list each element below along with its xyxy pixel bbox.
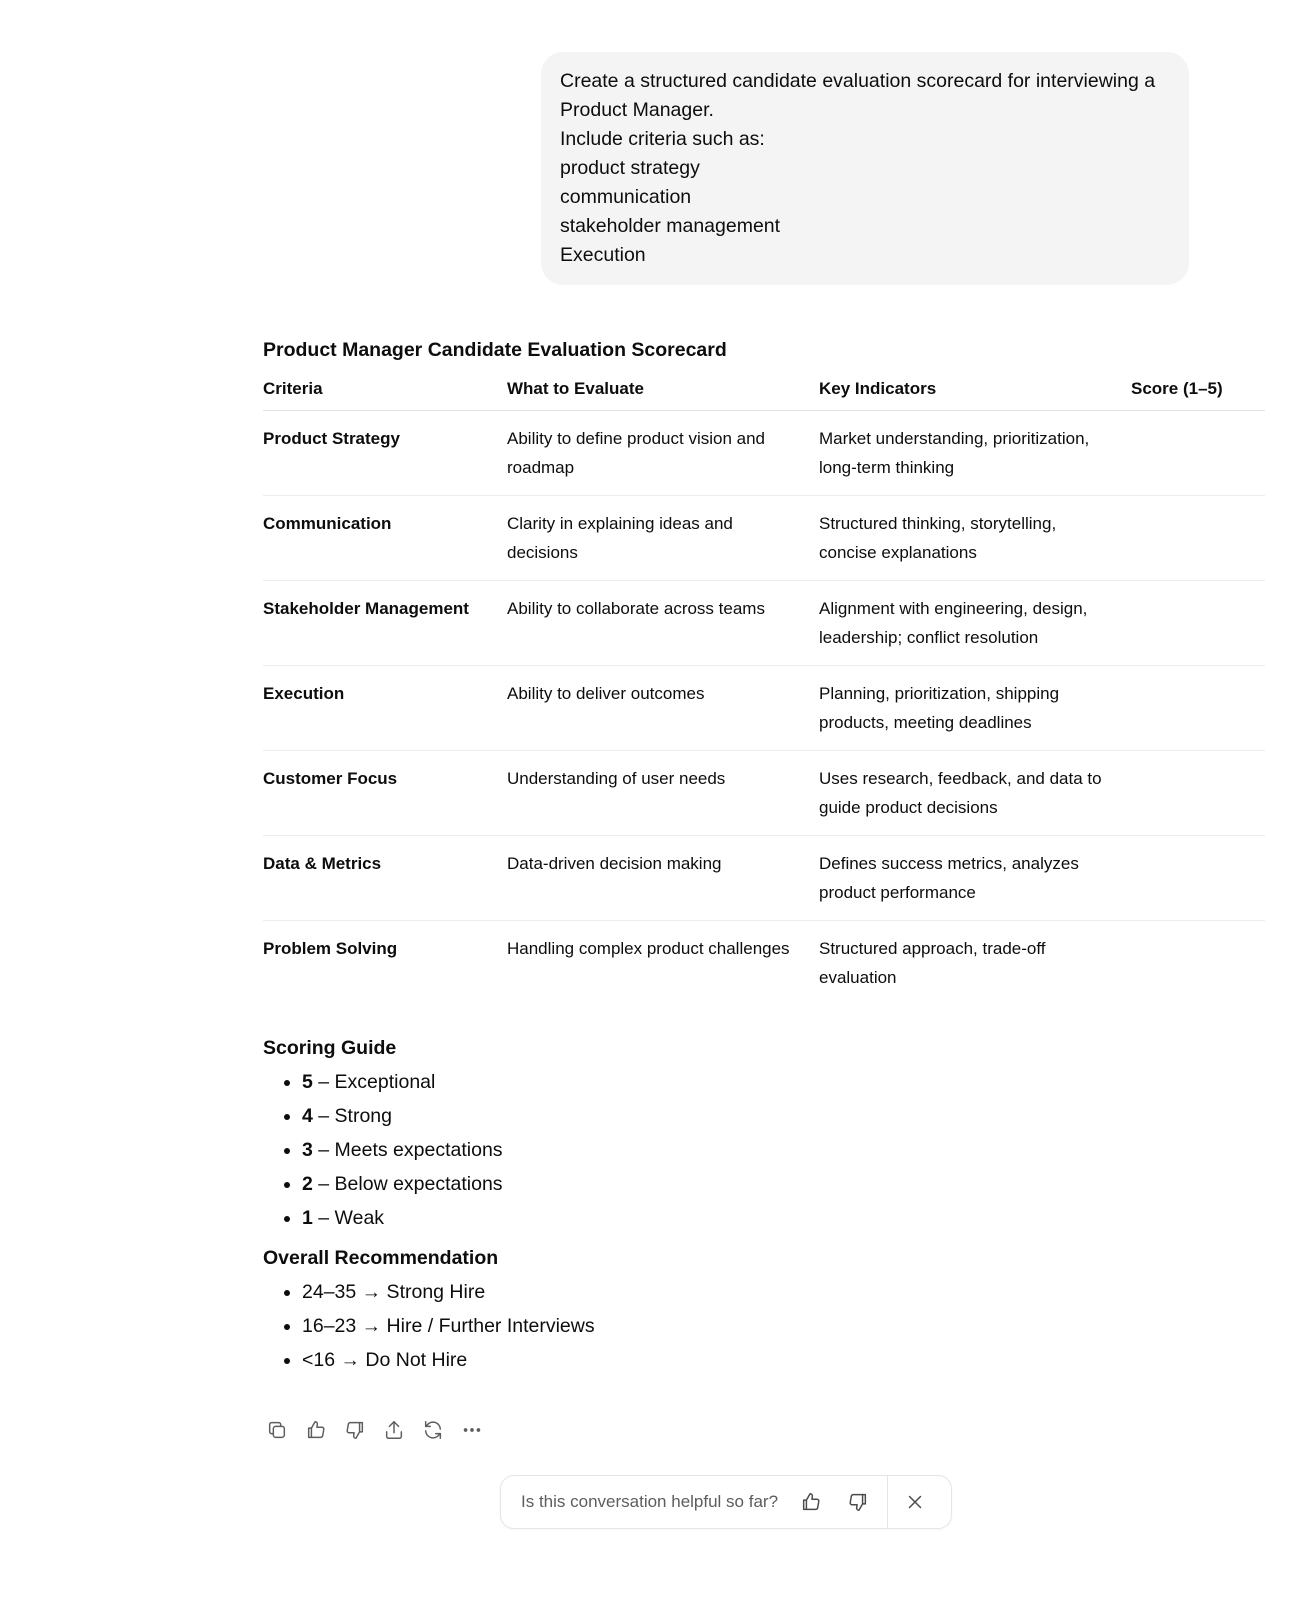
score-label: – Below expectations: [312, 1173, 503, 1195]
copy-icon: [266, 1419, 288, 1441]
indicators-cell: Uses research, feedback, and data to guide product decisions: [819, 751, 1131, 836]
share-button[interactable]: [380, 1416, 407, 1443]
score-cell: [1131, 496, 1265, 581]
evaluate-cell: Data-driven decision making: [507, 836, 819, 921]
list-item: • 16–23 → Hire / Further Interviews: [302, 1309, 1265, 1343]
user-message-line: Execution: [560, 244, 646, 266]
more-options-button[interactable]: [458, 1416, 485, 1443]
user-message-line: product strategy: [560, 157, 700, 179]
score-value: 5: [302, 1071, 313, 1093]
user-message-line: communication: [560, 186, 692, 208]
criteria-cell: Stakeholder Management: [263, 581, 507, 666]
indicators-cell: Market understanding, prioritization, long-term thinking: [819, 411, 1131, 496]
criteria-cell: Data & Metrics: [263, 836, 507, 921]
column-header-what-to-evaluate: What to Evaluate: [507, 377, 819, 411]
share-icon: [383, 1419, 405, 1441]
score-value: 3: [302, 1139, 313, 1161]
regenerate-button[interactable]: [419, 1416, 446, 1443]
assistant-response: [263, 335, 1265, 1377]
table-row: [263, 411, 1265, 496]
feedback-thumbs-down-button[interactable]: [843, 1487, 873, 1517]
score-label: – Weak: [312, 1207, 385, 1229]
good-response-button[interactable]: [302, 1416, 329, 1443]
table-row: [263, 496, 1265, 581]
table-row: [263, 666, 1265, 751]
score-value: 1: [302, 1207, 313, 1229]
criteria-cell: Customer Focus: [263, 751, 507, 836]
user-message-line: Include criteria such as:: [560, 128, 765, 150]
feedback-divider: [887, 1475, 888, 1529]
evaluate-cell: Ability to define product vision and roadmap: [507, 411, 819, 496]
list-item: [302, 1201, 1265, 1235]
indicators-cell: Planning, prioritization, shipping products, meeting deadlines: [819, 666, 1131, 751]
column-header-key-indicators: Key Indicators: [819, 377, 1131, 411]
column-header-criteria: Criteria: [263, 377, 507, 411]
thumbs-down-icon: [344, 1419, 366, 1441]
scoring-guide-list: [263, 1065, 1265, 1235]
copy-button[interactable]: [263, 1416, 290, 1443]
conversation-feedback-bar: [500, 1475, 952, 1529]
scorecard-table: [263, 377, 1265, 1005]
close-icon: [904, 1491, 926, 1513]
criteria-cell: Product Strategy: [263, 411, 507, 496]
table-header-row: [263, 377, 1265, 411]
feedback-thumbs-up-button[interactable]: [796, 1487, 826, 1517]
user-message-line: stakeholder management: [560, 215, 781, 237]
table-row: [263, 581, 1265, 666]
evaluate-cell: Understanding of user needs: [507, 751, 819, 836]
message-action-bar: [263, 1416, 485, 1443]
list-item: [302, 1065, 1265, 1099]
column-header-score: Score (1–5): [1131, 377, 1265, 411]
thumbs-up-icon: [800, 1491, 822, 1513]
indicators-cell: Defines success metrics, analyzes product performance: [819, 836, 1131, 921]
list-item: [302, 1133, 1265, 1167]
recommendation-list: [263, 1275, 1265, 1377]
evaluate-cell: Ability to deliver outcomes: [507, 666, 819, 751]
recommendation-heading: Overall Recommendation: [263, 1247, 499, 1269]
user-message-bubble: [541, 52, 1189, 285]
score-label: – Strong: [312, 1105, 392, 1127]
regenerate-icon: [422, 1419, 444, 1441]
evaluate-cell: Ability to collaborate across teams: [507, 581, 819, 666]
score-value: 4: [302, 1105, 313, 1127]
table-row: [263, 751, 1265, 836]
evaluate-cell: Handling complex product challenges: [507, 939, 790, 958]
score-cell: [1131, 581, 1265, 666]
score-label: – Meets expectations: [312, 1139, 503, 1161]
thumbs-down-icon: [847, 1491, 869, 1513]
more-icon: [461, 1419, 483, 1441]
evaluate-cell: Clarity in explaining ideas and decisions: [507, 496, 819, 581]
list-item: [302, 1167, 1265, 1201]
list-item: • <16 → Do Not Hire: [302, 1343, 1265, 1377]
list-item: [302, 1099, 1265, 1133]
score-value: 2: [302, 1173, 313, 1195]
table-row: [263, 836, 1265, 921]
score-cell: [1131, 666, 1265, 751]
scoring-guide-heading: Scoring Guide: [263, 1037, 397, 1059]
criteria-cell: Problem Solving: [263, 939, 398, 958]
list-item: • 24–35 → Strong Hire: [302, 1275, 1265, 1309]
table-row: [263, 921, 1265, 1006]
indicators-cell: Structured approach, trade-off evaluation: [819, 939, 1046, 987]
user-message-line: Create a structured candidate evaluation scorecard for interviewing a: [560, 70, 1156, 92]
thumbs-up-icon: [305, 1419, 327, 1441]
indicators-cell: Structured thinking, storytelling, concise explanations: [819, 496, 1131, 581]
feedback-close-button[interactable]: [900, 1487, 930, 1517]
score-cell: [1131, 411, 1265, 496]
bad-response-button[interactable]: [341, 1416, 368, 1443]
user-message-line: Product Manager.: [560, 99, 714, 121]
scorecard-title: Product Manager Candidate Evaluation Scorecard: [263, 339, 727, 361]
indicators-cell: Alignment with engineering, design, leadership; conflict resolution: [819, 581, 1131, 666]
score-label: – Exceptional: [312, 1071, 436, 1093]
feedback-question: Is this conversation helpful so far?: [521, 1492, 779, 1511]
score-cell: [1131, 921, 1265, 1006]
criteria-cell: Communication: [263, 496, 507, 581]
score-cell: [1131, 751, 1265, 836]
score-cell: [1131, 836, 1265, 921]
criteria-cell: Execution: [263, 666, 507, 751]
